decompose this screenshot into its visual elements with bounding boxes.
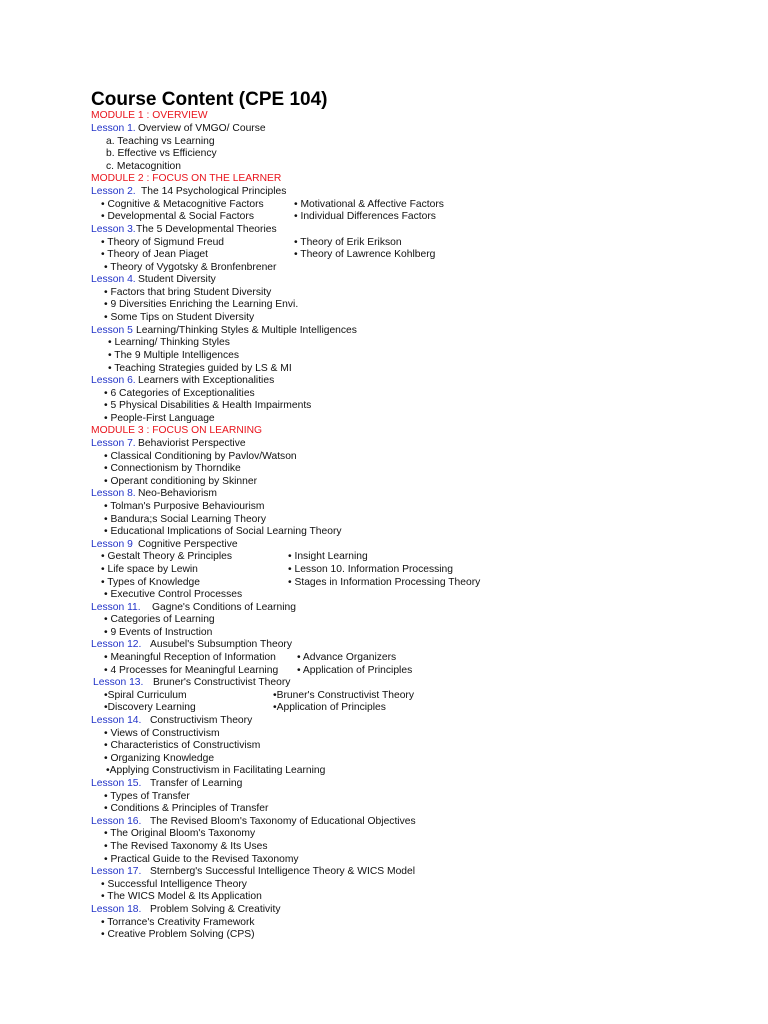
- lesson-label: Lesson 17.: [91, 866, 142, 877]
- content-line: • Advance Organizers: [297, 652, 397, 663]
- content-line: • Educational Implications of Social Learning Theory: [104, 526, 342, 537]
- content-line: Overview of VMGO/ Course: [138, 123, 266, 134]
- content-line: b. Effective vs Efficiency: [106, 148, 217, 159]
- content-line: • Factors that bring Student Diversity: [104, 287, 272, 298]
- content-line: • 4 Processes for Meaningful Learning: [104, 665, 279, 676]
- page-title: Course Content (CPE 104): [91, 89, 328, 110]
- content-line: •Spiral Curriculum: [104, 690, 187, 701]
- content-line: • 9 Events of Instruction: [104, 627, 213, 638]
- lesson-label: Lesson 13.: [93, 677, 144, 688]
- content-line: Ausubel's Subsumption Theory: [150, 639, 293, 650]
- content-line: • Characteristics of Constructivism: [104, 740, 261, 751]
- content-line: Constructivism Theory: [150, 715, 253, 726]
- content-line: • The Revised Taxonomy & Its Uses: [104, 841, 268, 852]
- content-line: • Practical Guide to the Revised Taxonomy: [104, 854, 299, 865]
- lesson-label: Lesson 2.: [91, 186, 136, 197]
- content-line: • The WICS Model & Its Application: [101, 891, 262, 902]
- content-line: • Motivational & Affective Factors: [294, 199, 444, 210]
- content-line: • Conditions & Principles of Transfer: [104, 803, 269, 814]
- lesson-label: Lesson 12.: [91, 639, 142, 650]
- content-line: • Organizing Knowledge: [104, 753, 215, 764]
- lesson-label: Lesson 15.: [91, 778, 142, 789]
- content-line: • Theory of Jean Piaget: [101, 249, 209, 260]
- content-line: •Application of Principles: [273, 702, 386, 713]
- content-line: • Meaningful Reception of Information: [104, 652, 276, 663]
- content-line: • Successful Intelligence Theory: [101, 879, 247, 890]
- module-heading: MODULE 2 : FOCUS ON THE LEARNER: [91, 173, 282, 184]
- content-line: c. Metacognition: [106, 161, 181, 172]
- content-line: • Connectionism by Thorndike: [104, 463, 241, 474]
- content-line: Neo-Behaviorism: [138, 488, 217, 499]
- content-line: • Application of Principles: [297, 665, 413, 676]
- content-line: • Lesson 10. Information Processing: [288, 564, 454, 575]
- content-line: • Theory of Lawrence Kohlberg: [294, 249, 436, 260]
- content-line: • Individual Differences Factors: [294, 211, 436, 222]
- module-heading: MODULE 1 : OVERVIEW: [91, 110, 208, 121]
- content-line: • The Original Bloom's Taxonomy: [104, 828, 256, 839]
- content-line: • Stages in Information Processing Theory: [288, 577, 481, 588]
- content-line: Transfer of Learning: [150, 778, 243, 789]
- content-line: • Views of Constructivism: [104, 728, 220, 739]
- lesson-label: Lesson 14.: [91, 715, 142, 726]
- content-line: • Torrance's Creativity Framework: [101, 917, 255, 928]
- content-line: • Executive Control Processes: [104, 589, 243, 600]
- content-line: • Developmental & Social Factors: [101, 211, 254, 222]
- content-line: •Discovery Learning: [104, 702, 196, 713]
- lesson-label: Lesson 7.: [91, 438, 136, 449]
- content-line: • Some Tips on Student Diversity: [104, 312, 255, 323]
- content-line: • 5 Physical Disabilities & Health Impairments: [104, 400, 312, 411]
- lesson-label: Lesson 4.: [91, 274, 136, 285]
- content-line: • Types of Transfer: [104, 791, 190, 802]
- content-line: • Theory of Sigmund Freud: [101, 237, 225, 248]
- content-line: • Classical Conditioning by Pavlov/Watson: [104, 451, 297, 462]
- content-line: Learners with Exceptionalities: [138, 375, 275, 386]
- lesson-label: Lesson 11.: [91, 602, 141, 613]
- content-line: Student Diversity: [138, 274, 216, 285]
- content-line: • Types of Knowledge: [101, 577, 201, 588]
- content-line: • Insight Learning: [288, 551, 368, 562]
- content-line: • People-First Language: [104, 413, 215, 424]
- content-line: • Teaching Strategies guided by LS & MI: [108, 363, 292, 374]
- content-line: The Revised Bloom's Taxonomy of Educational Objectives: [150, 816, 416, 827]
- content-line: The 14 Psychological Principles: [141, 186, 287, 197]
- lesson-label: Lesson 18.: [91, 904, 142, 915]
- content-line: • Categories of Learning: [104, 614, 215, 625]
- lesson-label: Lesson 8.: [91, 488, 136, 499]
- content-line: •Applying Constructivism in Facilitating Learning: [106, 765, 326, 776]
- lesson-label: Lesson 16.: [91, 816, 142, 827]
- content-line: • Bandura;s Social Learning Theory: [104, 514, 266, 525]
- content-line: • 6 Categories of Exceptionalities: [104, 388, 255, 399]
- content-line: • Life space by Lewin: [101, 564, 198, 575]
- lesson-label: Lesson 5: [91, 325, 133, 336]
- lesson-label: Lesson 9: [91, 539, 133, 550]
- content-line: • Learning/ Thinking Styles: [108, 337, 230, 348]
- content-line: •Bruner's Constructivist Theory: [273, 690, 415, 701]
- lesson-label: Lesson 6.: [91, 375, 136, 386]
- content-line: • Theory of Erik Erikson: [294, 237, 402, 248]
- content-line: • The 9 Multiple Intelligences: [108, 350, 240, 361]
- content-line: • Theory of Vygotsky & Bronfenbrener: [104, 262, 277, 273]
- content-line: Cognitive Perspective: [138, 539, 238, 550]
- content-line: • Creative Problem Solving (CPS): [101, 929, 255, 940]
- content-line: The 5 Developmental Theories: [136, 224, 277, 235]
- content-line: • Operant conditioning by Skinner: [104, 476, 258, 487]
- content-line: Sternberg's Successful Intelligence Theory & WICS Model: [150, 866, 416, 877]
- content-line: Learning/Thinking Styles & Multiple Intelligences: [136, 325, 357, 336]
- content-line: Bruner's Constructivist Theory: [153, 677, 291, 688]
- content-line: • Tolman's Purposive Behaviourism: [104, 501, 265, 512]
- content-line: • 9 Diversities Enriching the Learning Envi.: [104, 299, 299, 310]
- content-line: Problem Solving & Creativity: [150, 904, 281, 915]
- content-line: • Cognitive & Metacognitive Factors: [101, 199, 264, 210]
- content-line: a. Teaching vs Learning: [106, 136, 215, 147]
- lesson-label: Lesson 1.: [91, 123, 136, 134]
- module-heading: MODULE 3 : FOCUS ON LEARNING: [91, 425, 263, 436]
- content-line: • Gestalt Theory & Principles: [101, 551, 233, 562]
- content-line: Gagne's Conditions of Learning: [152, 602, 296, 613]
- content-line: Behaviorist Perspective: [138, 438, 246, 449]
- lesson-label: Lesson 3.: [91, 224, 136, 235]
